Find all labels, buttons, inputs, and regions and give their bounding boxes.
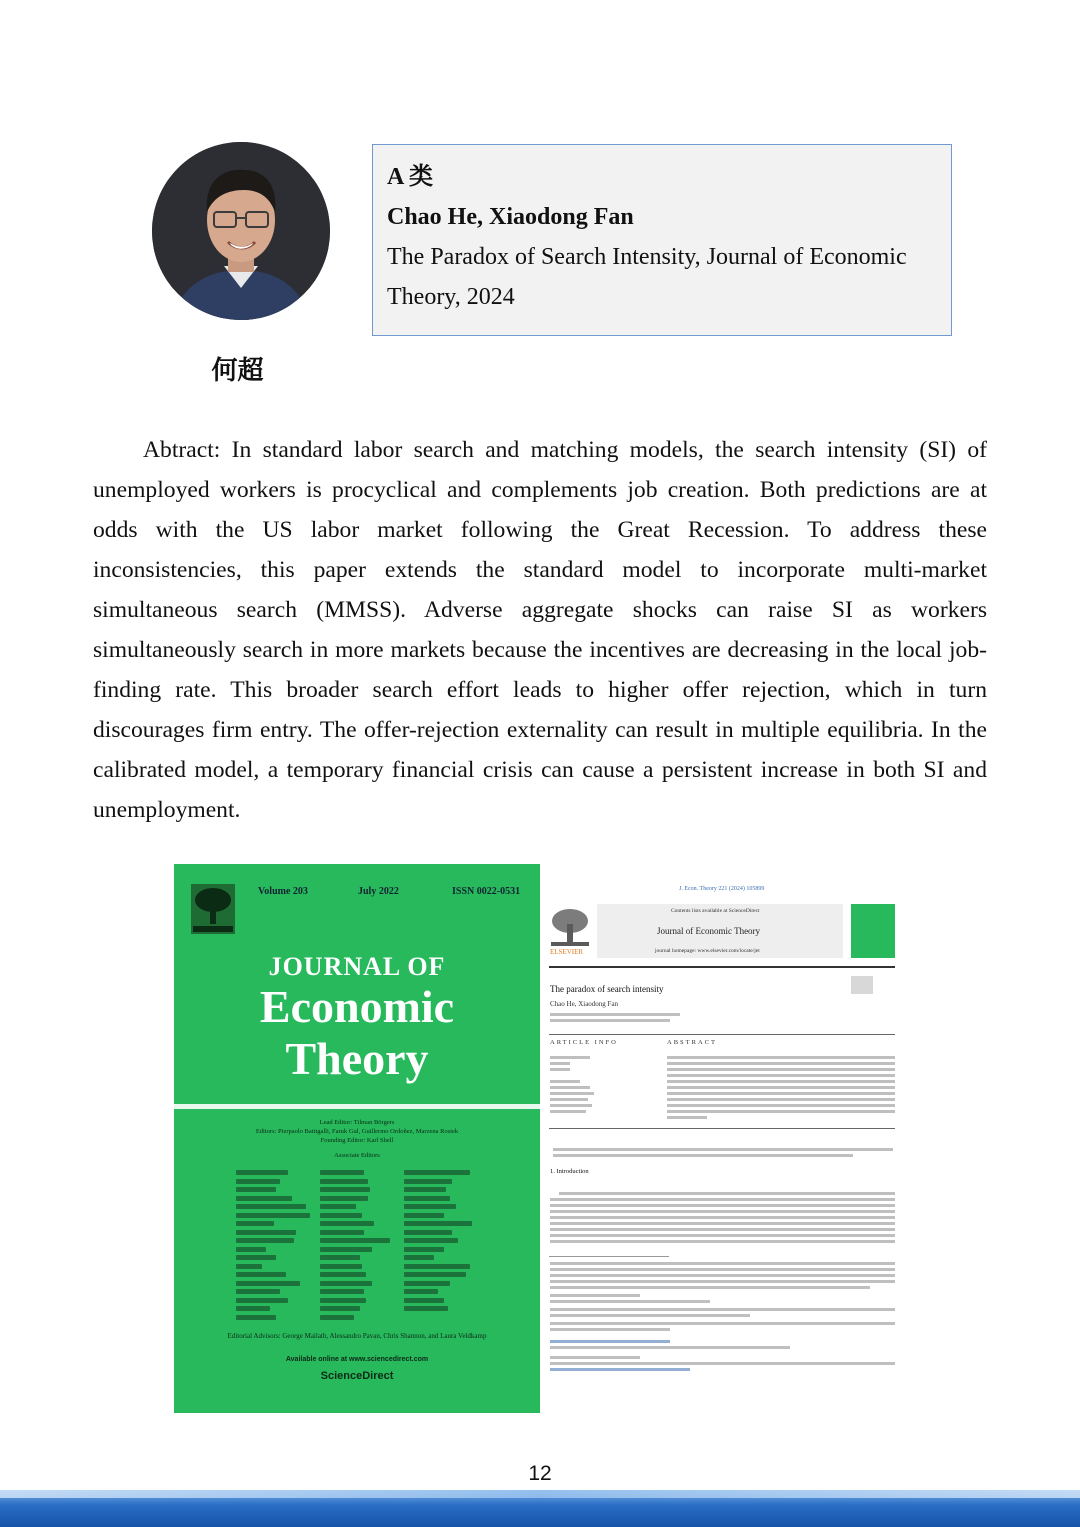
elsevier-tree-logo-icon [191, 884, 235, 934]
footnote-rule [549, 1256, 669, 1257]
person-name: 何超 [211, 356, 264, 386]
header-rule [549, 966, 895, 968]
cover-date: July 2022 [358, 886, 399, 897]
article-authors: Chao He, Xiaodong Fan [550, 1000, 619, 1008]
cover-editorial-advisors: Editorial Advisors: George Mailath, Alessandro Pavan, Chris Shannon, and Laura Veldkamp [227, 1332, 487, 1340]
journal-homepage: journal homepage: www.elsevier.com/locate/jet [655, 948, 760, 954]
article-title: The paradox of search intensity [550, 984, 664, 994]
portrait-illustration [152, 142, 330, 320]
abstract-rule [549, 1128, 895, 1129]
footer-band-highlight [0, 1490, 1080, 1498]
paper-info-box [372, 144, 952, 336]
cover-available-online: Available online at www.sciencedirect.com [285, 1356, 429, 1363]
check-updates-icon [851, 976, 873, 994]
cover-title-economic: Economic [259, 981, 455, 1032]
article-citation: J. Econ. Theory 221 (2024) 105899 [679, 886, 765, 892]
info-rule [549, 1034, 895, 1035]
portrait-photo [152, 142, 330, 320]
cover-editor-column [320, 1170, 400, 1323]
cover-top-section [174, 864, 540, 1104]
paper-title-line-1: The Paradox of Search Intensity, Journal of Economic [387, 244, 907, 270]
article-publisher: ELSEVIER [550, 948, 584, 956]
introduction-heading: 1. Introduction [550, 1168, 589, 1175]
abstract-paragraph: Abtract: In standard labor search and matching models, the search intensity (SI) of unemployed workers is procyclical and complements job creation. Both predictions are at odds with the US labor market following the Great Recession. To address these inconsistencies, this paper extends the standard model to incorporate multi-market simultaneous search (MMSS). Adverse aggregate shocks can raise SI as workers simultaneously search in more markets because the incentives are decreasing in the local job-finding rate. This broader search effort leads to higher offer rejection, which in turn discourages firm entry. The offer-rejection externality can result in multiple equilibria. In the calibrated model, a temporary financial crisis can cause a persistent increase in both SI and unemployment. [93, 437, 987, 823]
cover-lead-editor: Lead Editor: Tilman Börgers [319, 1119, 395, 1126]
cover-title-journal-of: JOURNAL OF [268, 952, 446, 981]
cover-sciencedirect: ScienceDirect [320, 1370, 394, 1382]
cover-divider [174, 1104, 540, 1109]
page-number: 12 [528, 1462, 552, 1485]
cover-founding-editor: Founding Editor: Karl Shell [320, 1137, 394, 1144]
cover-editors-block [174, 1118, 540, 1160]
cover-title-theory: Theory [285, 1033, 429, 1084]
elsevier-tree-icon [549, 906, 591, 948]
article-journal-name: Journal of Economic Theory [657, 926, 761, 936]
cover-issn: ISSN 0022-0531 [452, 886, 521, 897]
cover-associate-editors-heading: Associate Editors [334, 1152, 380, 1159]
authors-line: Chao He, Xiaodong Fan [387, 204, 634, 230]
journal-cover-image [174, 864, 540, 1413]
cover-associate-editors-list [236, 1170, 486, 1322]
cover-editor-column [404, 1170, 484, 1315]
mini-cover-thumbnail [851, 904, 895, 958]
cover-editors: Editors: Pierpaolo Battigalli, Faruk Gul, Guillermo Ordoñez, Marzena Rostek [255, 1128, 459, 1135]
contents-line: Contents lists available at ScienceDirect [671, 908, 760, 914]
cover-editor-column [236, 1170, 316, 1323]
cover-volume: Volume 203 [258, 886, 308, 897]
category-label: A 类 [387, 164, 434, 190]
abstract-heading: ABSTRACT [667, 1039, 717, 1046]
article-info-heading: ARTICLE INFO [550, 1039, 618, 1046]
article-first-page-image [545, 876, 903, 1386]
paper-title-line-2: Theory, 2024 [387, 284, 515, 310]
